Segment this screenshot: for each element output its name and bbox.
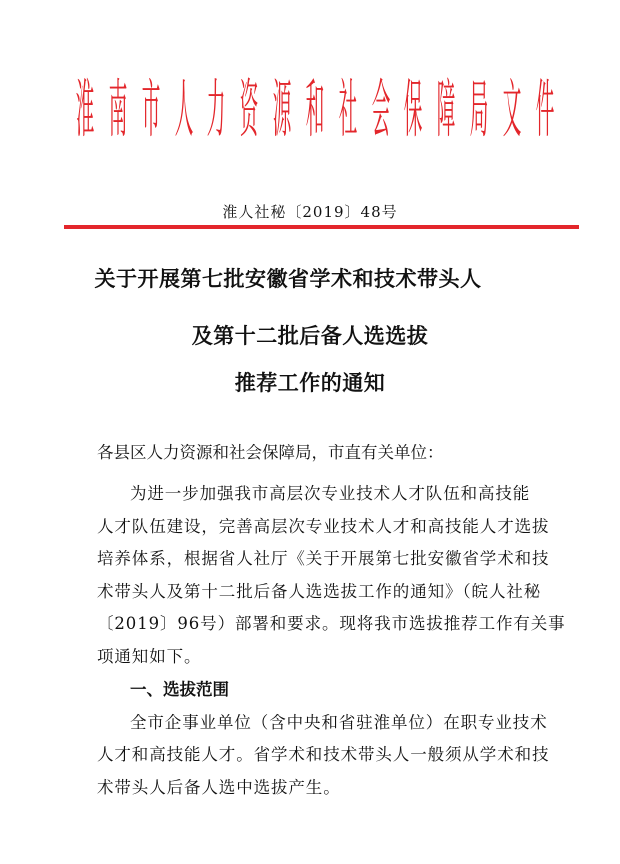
paragraph-line: 人才和高技能人才。省学术和技术带头人一般须从学术和技: [97, 745, 550, 764]
paragraph-line: 〔2019〕96号）部署和要求。现将我市选拔推荐工作有关事: [97, 614, 566, 633]
header-char: 文: [502, 74, 522, 148]
header-char: 南: [108, 74, 128, 148]
document-title-line-1: 关于开展第七批安徽省学术和技术带头人: [94, 266, 482, 291]
document-number: 淮人社秘〔2019〕48号: [222, 203, 398, 221]
paragraph-line: 培养体系，根据省人社厅《关于开展第七批安徽省学术和技: [97, 549, 550, 568]
issuing-authority-header: [70, 76, 560, 148]
paragraph-line: 人才队伍建设，完善高层次专业技术人才和高技能人才选拔: [97, 517, 550, 536]
header-char: 社: [338, 74, 358, 148]
red-divider-line: [64, 225, 579, 229]
salutation: 各县区人力资源和社会保障局，市直有关单位：: [97, 443, 444, 462]
header-char: 保: [404, 74, 423, 148]
document-title-line-3: 推荐工作的通知: [234, 370, 386, 395]
header-char: 件: [535, 74, 555, 148]
header-char: 资: [239, 74, 259, 148]
header-char: 力: [207, 74, 226, 148]
header-char: 源: [272, 74, 292, 148]
paragraph-line: 为进一步加强我市高层次专业技术人才队伍和高技能: [130, 484, 531, 503]
header-char: 会: [371, 74, 390, 148]
section-heading: 一、选拔范围: [130, 680, 229, 699]
paragraph-line: 全市企事业单位（含中央和省驻淮单位）在职专业技术: [130, 713, 548, 732]
header-char: 人: [174, 74, 193, 148]
header-char: 和: [305, 74, 325, 148]
header-char: 市: [141, 74, 160, 148]
header-char: 淮: [75, 74, 95, 148]
document-title-line-2: 及第十二批后备人选选拔: [191, 323, 429, 348]
paragraph-line: 项通知如下。: [97, 647, 202, 666]
paragraph-line: 术带头人后备人选中选拔产生。: [97, 778, 341, 797]
header-char: 局: [469, 74, 489, 148]
paragraph-line: 术带头人及第十二批后备人选选拔工作的通知》（皖人社秘: [97, 582, 542, 601]
header-char: 障: [436, 74, 456, 148]
